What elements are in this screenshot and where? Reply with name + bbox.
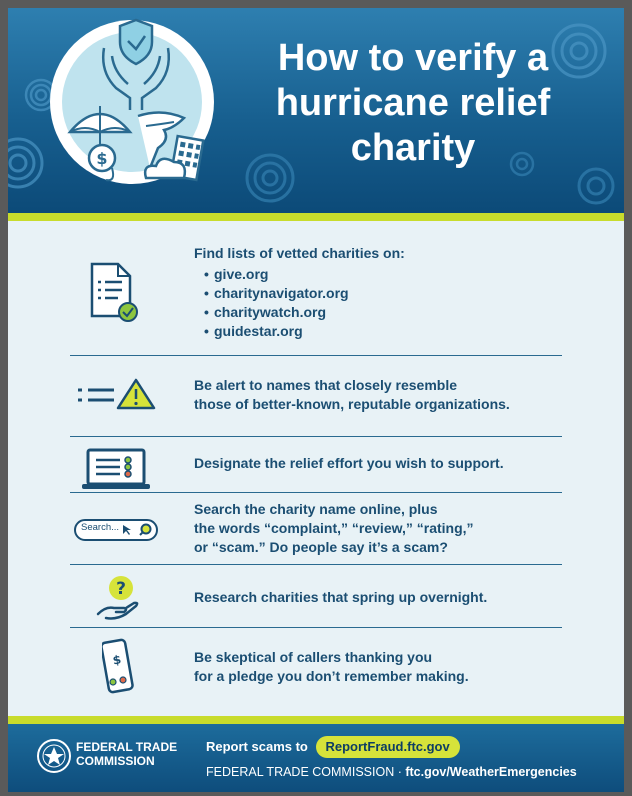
tip-text: Find lists of vetted charities on: [194,245,405,261]
report-line [206,736,460,758]
title-line: How to verify a [277,37,549,79]
tip-text: the words “complaint,” “review,” “rating,” [194,520,474,536]
cursor-icon [122,524,132,536]
tip-text: Research charities that spring up overnight. [194,589,488,605]
divider [70,492,562,493]
title-line: hurricane relief [275,82,551,124]
ftc-name-line: FEDERAL TRADE [76,740,178,754]
agency-name: FEDERAL TRADE COMMISSION · [206,765,402,779]
svg-text:$: $ [96,149,108,168]
tip-text: for a pledge you don’t remember making. [194,668,469,684]
hand-question-icon [96,574,142,622]
search-bar [74,519,158,541]
tip-text: those of better-known, reputable organizations. [194,396,510,412]
svg-text:?: ? [116,579,126,599]
list-item: • charitywatch.org [204,303,405,322]
accent-bar-bottom [8,716,624,724]
list-item: • give.org [204,265,405,284]
divider [70,564,562,565]
tip-text: Designate the relief effort you wish to support. [194,455,504,471]
list-item: • guidestar.org [204,322,405,341]
divider [70,436,562,437]
tip-text: Be alert to names that closely resemble [194,377,457,393]
tip-search-online [194,500,474,557]
ftc-seal-icon [36,738,72,774]
vetted-sites-list [194,265,405,341]
weather-emergencies-link[interactable]: ftc.gov/WeatherEmergencies [405,765,577,779]
tip-text: Search the charity name online, plus [194,501,438,517]
list-item: • charitynavigator.org [204,284,405,303]
tip-overnight [194,588,487,607]
header-banner [8,8,624,213]
title-line: charity [350,127,476,169]
ftc-name-line: COMMISSION [76,754,155,768]
divider [70,355,562,356]
divider [70,627,562,628]
hands-shield-umbrella-tornado-illustration [50,12,214,188]
infographic-page [8,8,624,792]
tip-similar-names [194,376,510,414]
agency-line [206,764,577,780]
ftc-name [76,740,177,768]
report-fraud-link[interactable]: ReportFraud.ftc.gov [316,736,460,758]
report-label: Report scams to [206,739,308,754]
page-title [248,36,578,171]
list-warning-icon [76,376,156,412]
phone-donation-icon [102,638,136,696]
search-icon [139,523,153,537]
tip-vetted-lists [194,244,405,341]
search-bar-text: Search... [81,522,120,533]
checklist-document-icon [86,260,144,324]
accent-bar-top [8,213,624,221]
tip-designate [194,454,504,473]
tip-skeptical-callers [194,648,469,686]
tip-text: Be skeptical of callers thanking you [194,649,433,665]
svg-text:$: $ [111,652,123,668]
tip-text: or “scam.” Do people say it’s a scam? [194,539,448,555]
laptop-checklist-icon [80,444,152,492]
footer [8,724,624,792]
